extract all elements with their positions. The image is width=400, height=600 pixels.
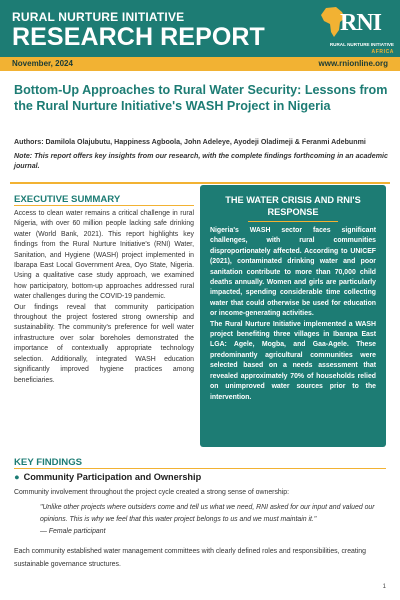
logo-mark: RNI	[340, 10, 382, 36]
date-bar	[0, 57, 400, 71]
water-crisis-body	[210, 226, 376, 403]
executive-summary-body	[14, 209, 194, 386]
report-title: Bottom-Up Approaches to Rural Water Security: Lessons from the Rural Nurture Initiative's WASH Project in Nigeria	[14, 83, 388, 113]
key-findings-intro: Community involvement throughout the project cycle created a strong sense of ownership:	[14, 489, 290, 496]
key-findings-subheading	[14, 472, 201, 482]
authors-line: Authors: Damilola Olajubutu, Happiness Agboola, John Adeleye, Ayodeji Oladimeji & Feranmi Adebunmi	[14, 138, 366, 146]
bullet-icon: ●	[14, 472, 20, 482]
executive-summary-heading: EXECUTIVE SUMMARY	[14, 194, 121, 205]
water-crisis-box	[200, 185, 386, 447]
key-findings-underline	[14, 468, 386, 469]
report-header	[0, 0, 400, 57]
water-crisis-paragraph: The Rural Nurture Initiative implemented a WASH project benefiting three villages in Ibarapa East LGA: Agele, Mogba, and Gaa-Agele. These predominantly agricultural communities were selected based on a needs assessment that revealed approximately 70% of households relied on unimproved water sources prior to the intervention.	[210, 320, 376, 401]
publication-date: November, 2024	[12, 59, 73, 68]
subheading-text: Community Participation and Ownership	[23, 472, 202, 482]
key-findings-closing: Each community established water management committees with clearly defined roles and responsibilities, creating sustainable governance structures.	[14, 548, 366, 568]
logo-region: AFRICA	[371, 49, 394, 55]
section-divider	[10, 182, 390, 184]
report-type-title: RESEARCH REPORT	[12, 23, 265, 51]
page-number: 1	[382, 584, 386, 590]
executive-summary-paragraph: Access to clean water remains a critical challenge in rural Nigeria, with over 60 million people lacking safe drinking water (World Bank, 2021). This report highlights key findings from the Rural Nurture Initiative's (RNI) Water, Sanitation, and Hygiene (WASH) project implemented in Ibarapa East Local Government Area, Oyo State, Nigeria. Using a qualitative case study approach, we examined how participatory, bottom-up approaches addressed rural water challenges during the COVID-19 pandemic.	[14, 210, 194, 301]
executive-summary-paragraph: Our findings reveal that community participation throughout the project fostered strong ownership and sustainability. The community's preference for well water infrastructure over solar boreholes demonstrated the importance of contextually appropriate technology selection. Additionally, integrated WASH education significantly improved hygiene practices among beneficiaries.	[14, 303, 194, 384]
key-findings-heading: KEY FINDINGS	[14, 457, 83, 468]
rni-logo	[302, 4, 394, 60]
participant-quote: "Unlike other projects where outsiders come and tell us what we need, RNI asked for our input and valued our opinions. This is why we feel that this water project belongs to us and we must maintain it."	[40, 504, 375, 523]
logo-subtitle: RURAL NURTURE INITIATIVE	[329, 42, 394, 47]
water-crisis-heading: THE WATER CRISIS AND RNI'S RESPONSE	[225, 195, 361, 217]
quote-attribution: — Female participant	[40, 528, 106, 535]
organization-kicker: RURAL NURTURE INITIATIVE	[12, 10, 185, 24]
water-crisis-underline	[248, 221, 338, 222]
water-crisis-paragraph: Nigeria's WASH sector faces significant challenges, with rural communities disproportionately affected. According to UNICEF (2021), contaminated drinking water and poor sanitation contribute to more than 70,000 child deaths annually. Women and girls are particularly impacted, spending considerable time collecting water that could otherwise be used for education or income-generating activities.	[210, 227, 376, 318]
website-link[interactable]: www.rnionline.org	[318, 59, 388, 68]
report-note: Note: This report offers key insights from our research, with the complete findings forthcoming in an academic journal.	[14, 152, 388, 170]
executive-summary-underline	[14, 205, 194, 206]
